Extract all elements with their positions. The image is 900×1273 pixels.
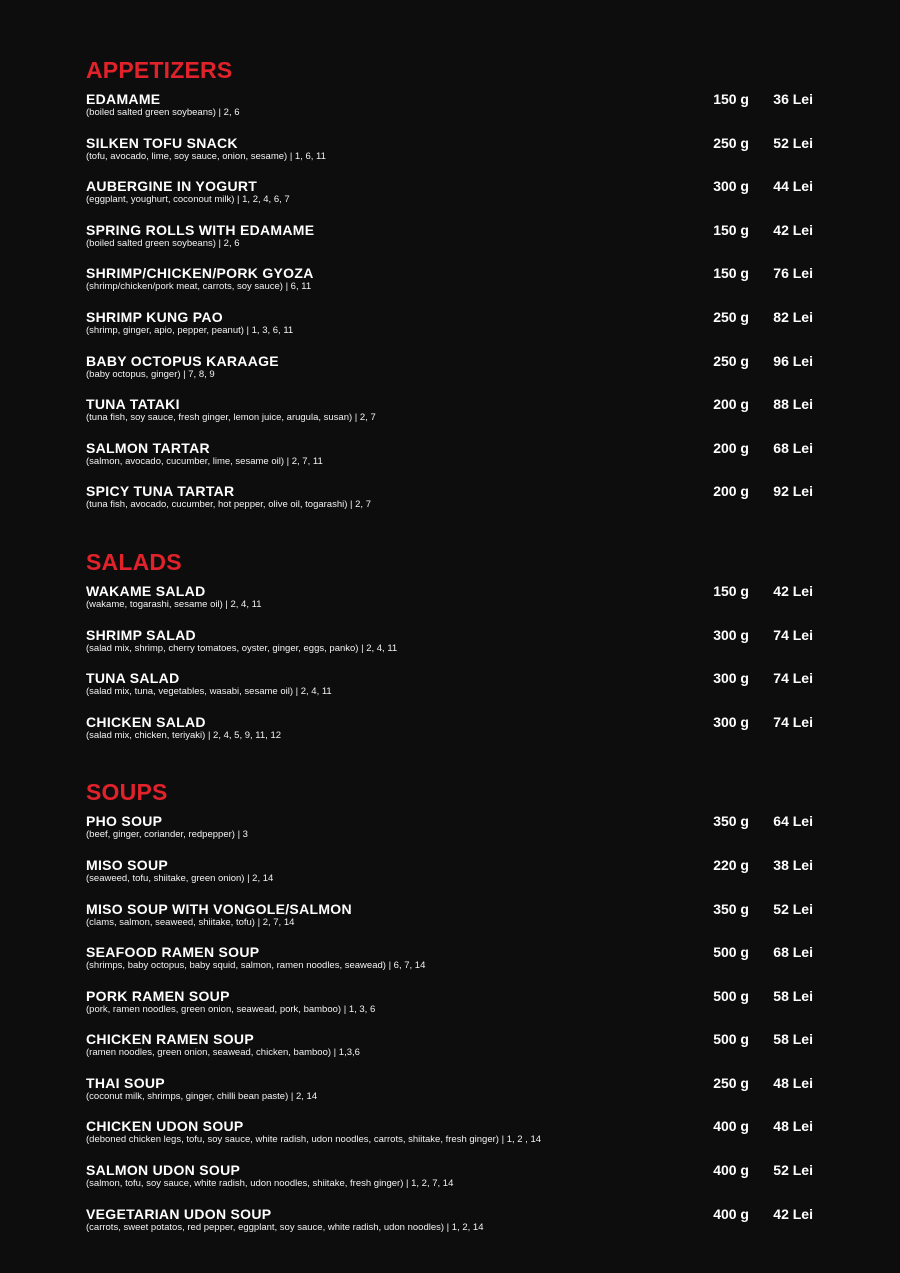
item-price: 38 Lei (773, 856, 813, 873)
item-description: (carrots, sweet potatos, red pepper, eggplant, soy sauce, white radish, udon noodles) | 1, 2, 14 (86, 1221, 484, 1233)
item-description: (salmon, tofu, soy sauce, white radish, udon noodles, shiitake, fresh ginger) | 1, 2, 7, 14 (86, 1178, 454, 1190)
item-price: 64 Lei (773, 813, 813, 830)
item-price: 52 Lei (773, 1162, 813, 1179)
item-name: BABY OCTOPUS KARAAGE (86, 352, 279, 369)
item-name: CHICKEN RAMEN SOUP (86, 1031, 254, 1048)
item-price: 68 Lei (773, 439, 813, 456)
item-price: 48 Lei (773, 1074, 813, 1091)
item-description: (ramen noodles, green onion, seawead, chicken, bamboo) | 1,3,6 (86, 1047, 360, 1059)
item-weight: 300 g (713, 670, 749, 687)
item-name: SHRIMP SALAD (86, 626, 196, 643)
menu-item (86, 264, 826, 308)
item-weight: 250 g (713, 1074, 749, 1091)
item-price: 42 Lei (773, 221, 813, 238)
item-price: 42 Lei (773, 582, 813, 599)
item-name: THAI SOUP (86, 1074, 165, 1091)
item-weight: 150 g (713, 221, 749, 238)
menu-item (86, 1030, 826, 1074)
menu-item (86, 582, 826, 626)
item-description: (baby octopus, ginger) | 7, 8, 9 (86, 368, 215, 380)
item-weight: 250 g (713, 308, 749, 325)
item-weight: 150 g (713, 582, 749, 599)
item-description: (eggplant, youghurt, coconout milk) | 1, 2, 4, 6, 7 (86, 194, 290, 206)
item-weight: 150 g (713, 91, 749, 107)
item-description: (clams, salmon, seaweed, shiitake, tofu) | 2, 7, 14 (86, 916, 295, 928)
item-price: 36 Lei (773, 91, 813, 107)
menu-item (86, 900, 826, 944)
item-weight: 400 g (713, 1162, 749, 1179)
item-price: 74 Lei (773, 670, 813, 687)
item-description: (salad mix, tuna, vegetables, wasabi, sesame oil) | 2, 4, 11 (86, 686, 332, 698)
item-weight: 500 g (713, 944, 749, 961)
item-name: TUNA SALAD (86, 670, 180, 687)
item-price: 48 Lei (773, 1118, 813, 1135)
menu-item (86, 482, 826, 526)
item-description: (salad mix, shrimp, cherry tomatoes, oyster, ginger, eggs, panko) | 2, 4, 11 (86, 642, 398, 654)
item-weight: 400 g (713, 1205, 749, 1222)
menu-section-soups (86, 776, 900, 1248)
menu-item (86, 221, 826, 265)
item-description: (shrimp, ginger, apio, pepper, peanut) | 1, 3, 6, 11 (86, 324, 294, 336)
menu-item (86, 90, 826, 134)
item-name: VEGETARIAN UDON SOUP (86, 1205, 272, 1222)
item-description: (salad mix, chicken, teriyaki) | 2, 4, 5, 9, 11, 12 (86, 729, 282, 741)
menu-item (86, 134, 826, 178)
menu-item (86, 626, 826, 670)
menu-item (86, 177, 826, 221)
item-weight: 200 g (713, 483, 749, 500)
item-name: AUBERGINE IN YOGURT (86, 178, 258, 195)
menu-section-salads (86, 546, 900, 756)
item-price: 52 Lei (773, 134, 813, 151)
item-description: (beef, ginger, coriander, redpepper) | 3 (86, 829, 248, 841)
item-price: 82 Lei (773, 308, 813, 325)
item-price: 74 Lei (773, 713, 813, 730)
item-price: 68 Lei (773, 944, 813, 961)
item-price: 52 Lei (773, 900, 813, 917)
item-price: 92 Lei (773, 483, 813, 500)
menu-item (86, 856, 826, 900)
item-name: SPRING ROLLS WITH EDAMAME (86, 221, 315, 238)
menu-item (86, 713, 826, 757)
menu-item (86, 1205, 826, 1249)
item-name: CHICKEN SALAD (86, 713, 206, 730)
item-name: MISO SOUP (86, 856, 169, 873)
item-price: 76 Lei (773, 265, 813, 282)
item-name: SEAFOOD RAMEN SOUP (86, 944, 260, 961)
item-weight: 250 g (713, 134, 749, 151)
item-name: SHRIMP/CHICKEN/PORK GYOZA (86, 265, 314, 282)
item-name: TUNA TATAKI (86, 396, 180, 413)
menu-item (86, 669, 826, 713)
item-weight: 300 g (713, 178, 749, 195)
item-description: (shrimps, baby octopus, baby squid, salmon, ramen noodles, seawead) | 6, 7, 14 (86, 960, 426, 972)
item-weight: 500 g (713, 987, 749, 1004)
item-weight: 200 g (713, 439, 749, 456)
item-name: CHICKEN UDON SOUP (86, 1118, 244, 1135)
item-weight: 250 g (713, 352, 749, 369)
item-price: 74 Lei (773, 626, 813, 643)
section-title: SALADS (86, 548, 182, 575)
item-name: SHRIMP KUNG PAO (86, 308, 223, 325)
item-description: (seaweed, tofu, shiitake, green onion) | 2, 14 (86, 872, 274, 884)
item-description: (tuna fish, soy sauce, fresh ginger, lemon juice, arugula, susan) | 2, 7 (86, 412, 376, 424)
section-title: SOUPS (86, 779, 168, 806)
item-price: 42 Lei (773, 1205, 813, 1222)
menu-item (86, 987, 826, 1031)
menu-item (86, 812, 826, 856)
item-description: (pork, ramen noodles, green onion, seawead, pork, bamboo) | 1, 3, 6 (86, 1003, 376, 1015)
item-price: 96 Lei (773, 352, 813, 369)
item-name: PHO SOUP (86, 813, 163, 830)
item-price: 88 Lei (773, 396, 813, 413)
menu-item (86, 352, 826, 396)
menu-item (86, 1161, 826, 1205)
item-name: PORK RAMEN SOUP (86, 987, 230, 1004)
item-name: EDAMAME (86, 91, 161, 107)
item-description: (tofu, avocado, lime, soy sauce, onion, sesame) | 1, 6, 11 (86, 150, 326, 162)
menu-item (86, 943, 826, 987)
item-price: 44 Lei (773, 178, 813, 195)
section-title: APPETIZERS (86, 57, 233, 83)
menu-item (86, 1074, 826, 1118)
item-weight: 150 g (713, 265, 749, 282)
item-description: (boiled salted green soybeans) | 2, 6 (86, 237, 240, 249)
menu-item (86, 395, 826, 439)
item-name: SILKEN TOFU SNACK (86, 134, 238, 151)
item-price: 58 Lei (773, 987, 813, 1004)
item-description: (shrimp/chicken/pork meat, carrots, soy sauce) | 6, 11 (86, 281, 312, 293)
item-name: SPICY TUNA TARTAR (86, 483, 235, 500)
item-description: (tuna fish, avocado, cucumber, hot pepper, olive oil, togarashi) | 2, 7 (86, 499, 371, 511)
item-description: (wakame, togarashi, sesame oil) | 2, 4, 11 (86, 598, 262, 610)
item-weight: 300 g (713, 713, 749, 730)
item-weight: 200 g (713, 396, 749, 413)
item-description: (boiled salted green soybeans) | 2, 6 (86, 107, 240, 118)
menu-section-appetizers (86, 54, 900, 526)
item-description: (deboned chicken legs, tofu, soy sauce, white radish, udon noodles, carrots, shiitake, fresh ginger) | 1, 2 , 14 (86, 1134, 542, 1146)
item-name: SALMON UDON SOUP (86, 1162, 241, 1179)
item-weight: 400 g (713, 1118, 749, 1135)
menu-sections (86, 54, 900, 1248)
item-weight: 350 g (713, 813, 749, 830)
menu-item (86, 308, 826, 352)
menu-item (86, 1117, 826, 1161)
item-weight: 300 g (713, 626, 749, 643)
item-weight: 500 g (713, 1031, 749, 1048)
item-price: 58 Lei (773, 1031, 813, 1048)
item-name: MISO SOUP WITH VONGOLE/SALMON (86, 900, 352, 917)
item-weight: 220 g (713, 856, 749, 873)
item-weight: 350 g (713, 900, 749, 917)
item-name: SALMON TARTAR (86, 439, 210, 456)
item-description: (coconut milk, shrimps, ginger, chilli bean paste) | 2, 14 (86, 1090, 318, 1102)
item-description: (salmon, avocado, cucumber, lime, sesame oil) | 2, 7, 11 (86, 455, 323, 467)
item-name: WAKAME SALAD (86, 582, 206, 599)
menu-item (86, 439, 826, 483)
